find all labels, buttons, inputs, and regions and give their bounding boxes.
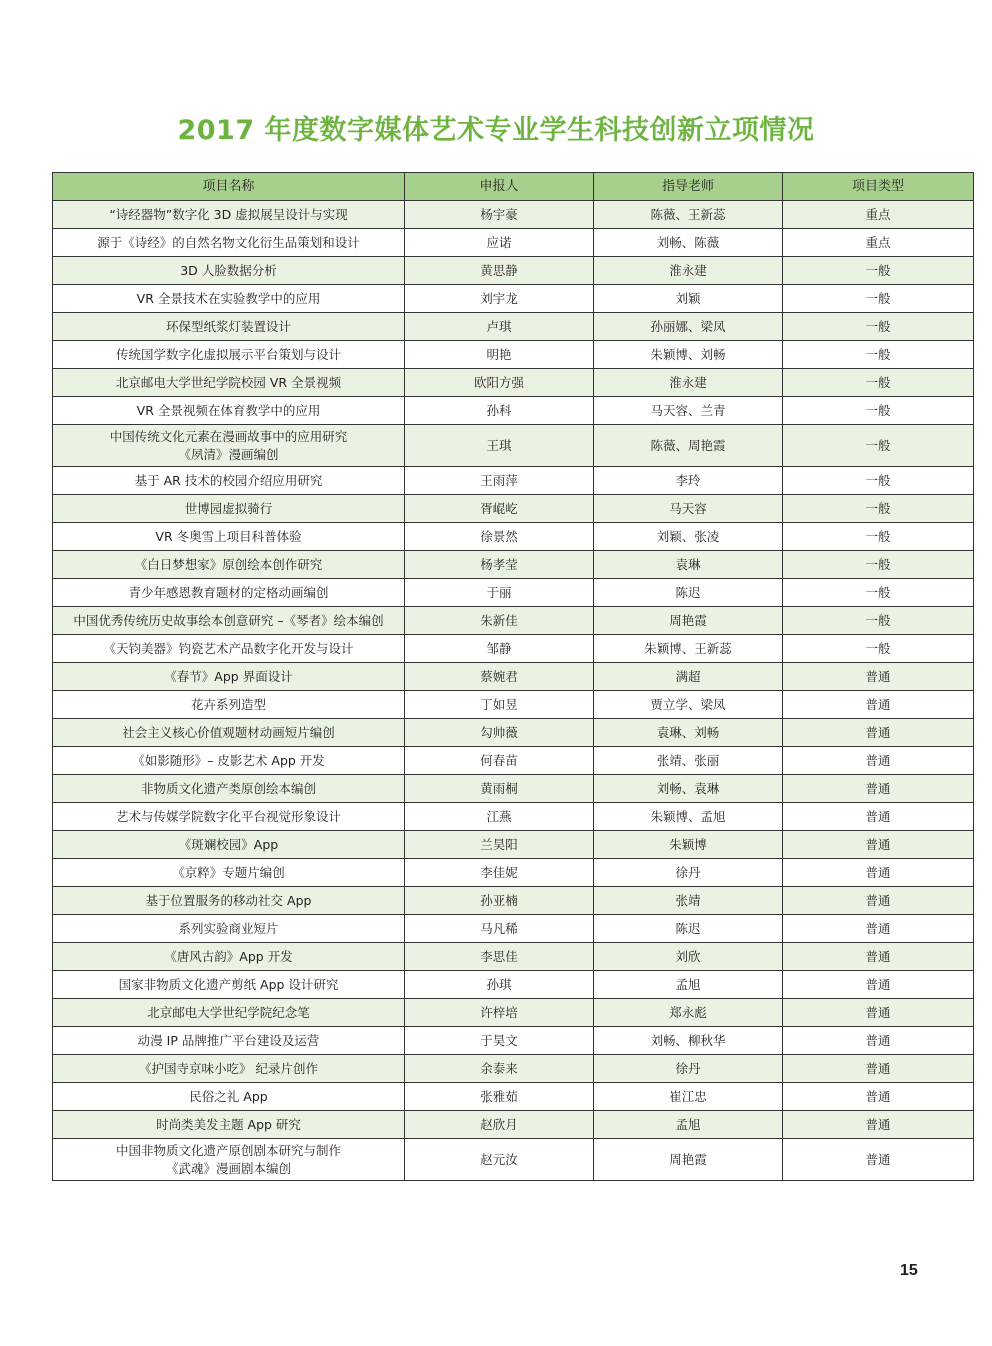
cell-project-name	[53, 999, 405, 1027]
cell-project-name	[53, 467, 405, 495]
cell-project-name	[53, 803, 405, 831]
table-row	[53, 831, 974, 859]
cell-advisor: 刘欣	[594, 943, 783, 971]
cell-project-type: 一般	[783, 495, 974, 523]
table-row	[53, 663, 974, 691]
cell-project-name	[53, 971, 405, 999]
cell-advisor: 崔江忠	[594, 1083, 783, 1111]
column-header-project-name: 项目名称	[53, 173, 405, 201]
cell-project-name	[53, 523, 405, 551]
cell-project-name	[53, 1055, 405, 1083]
project-name-line: “诗经器物”数字化 3D 虚拟展呈设计与实现	[109, 206, 348, 222]
table-row	[53, 887, 974, 915]
cell-advisor: 朱颖博、孟旭	[594, 803, 783, 831]
cell-applicant: 朱新佳	[405, 607, 594, 635]
cell-project-type: 一般	[783, 635, 974, 663]
project-name-line: 艺术与传媒学院数字化平台视觉形象设计	[115, 808, 341, 824]
cell-applicant: 王琪	[405, 425, 594, 467]
cell-project-name	[53, 201, 405, 229]
cell-advisor: 刘畅、柳秋华	[594, 1027, 783, 1055]
cell-advisor: 马天容、兰青	[594, 397, 783, 425]
cell-advisor: 淮永建	[594, 369, 783, 397]
table-row	[53, 691, 974, 719]
table-row	[53, 551, 974, 579]
project-name-line: 《护国寺京味小吃》 纪录片创作	[139, 1060, 318, 1076]
cell-applicant: 邹静	[405, 635, 594, 663]
cell-project-name	[53, 607, 405, 635]
project-name-line: VR 全景技术在实验教学中的应用	[136, 290, 321, 306]
cell-applicant: 徐景然	[405, 523, 594, 551]
cell-applicant: 许梓培	[405, 999, 594, 1027]
cell-project-type: 一般	[783, 607, 974, 635]
cell-project-type: 普通	[783, 747, 974, 775]
cell-applicant: 李佳妮	[405, 859, 594, 887]
project-name-line: 《白日梦想家》原创绘本创作研究	[134, 556, 323, 572]
cell-applicant: 欧阳方强	[405, 369, 594, 397]
cell-project-name	[53, 341, 405, 369]
cell-project-type: 一般	[783, 341, 974, 369]
table-row	[53, 369, 974, 397]
cell-project-type: 一般	[783, 579, 974, 607]
cell-advisor: 袁琳、刘畅	[594, 719, 783, 747]
project-name-line: 非物质文化遗产类原创绘本编创	[140, 780, 316, 796]
cell-project-name	[53, 369, 405, 397]
cell-advisor: 孟旭	[594, 971, 783, 999]
cell-applicant: 杨孝莹	[405, 551, 594, 579]
cell-project-name	[53, 1111, 405, 1139]
project-name-line: 《天钧美器》钧瓷艺术产品数字化开发与设计	[103, 640, 354, 656]
cell-applicant: 蔡婉君	[405, 663, 594, 691]
table-row	[53, 775, 974, 803]
cell-project-type: 普通	[783, 999, 974, 1027]
cell-advisor: 朱颖博、刘畅	[594, 341, 783, 369]
cell-advisor: 陈薇、周艳霞	[594, 425, 783, 467]
table-row	[53, 201, 974, 229]
cell-advisor: 张靖	[594, 887, 783, 915]
table-row	[53, 1027, 974, 1055]
cell-project-type: 普通	[783, 1055, 974, 1083]
project-name-line: 世博园虚拟骑行	[184, 500, 273, 516]
table-row	[53, 397, 974, 425]
cell-project-name	[53, 943, 405, 971]
cell-project-name	[53, 313, 405, 341]
cell-project-name	[53, 1139, 405, 1181]
project-name-line: 源于《诗经》的自然名物文化衍生品策划和设计	[97, 234, 360, 250]
project-name-line: 基于 AR 技术的校园介绍应用研究	[134, 472, 323, 488]
page-number: 15	[900, 1262, 918, 1279]
cell-advisor: 周艳霞	[594, 1139, 783, 1181]
cell-project-name	[53, 719, 405, 747]
table-row	[53, 285, 974, 313]
cell-applicant: 明艳	[405, 341, 594, 369]
cell-project-type: 普通	[783, 859, 974, 887]
project-name-line: 动漫 IP 品牌推广平台建设及运营	[137, 1032, 320, 1048]
cell-project-name	[53, 831, 405, 859]
cell-project-type: 普通	[783, 915, 974, 943]
cell-applicant: 勾帅薇	[405, 719, 594, 747]
project-name-line: 北京邮电大学世纪学院校园 VR 全景视频	[115, 374, 342, 390]
cell-project-type: 普通	[783, 1083, 974, 1111]
projects-table	[52, 172, 974, 1181]
cell-applicant: 张雅茹	[405, 1083, 594, 1111]
table-row	[53, 579, 974, 607]
table-row	[53, 257, 974, 285]
cell-project-type: 普通	[783, 887, 974, 915]
cell-project-type: 普通	[783, 943, 974, 971]
cell-project-name	[53, 915, 405, 943]
table-row	[53, 943, 974, 971]
cell-applicant: 王雨萍	[405, 467, 594, 495]
table-row	[53, 341, 974, 369]
cell-project-type: 一般	[783, 285, 974, 313]
cell-applicant: 赵元汝	[405, 1139, 594, 1181]
table-row	[53, 803, 974, 831]
cell-applicant: 胥崐屹	[405, 495, 594, 523]
cell-applicant: 丁如昱	[405, 691, 594, 719]
cell-applicant: 赵欣月	[405, 1111, 594, 1139]
project-name-line: 系列实验商业短片	[178, 920, 279, 936]
cell-applicant: 孙琪	[405, 971, 594, 999]
table-row	[53, 859, 974, 887]
cell-advisor: 陈迟	[594, 579, 783, 607]
project-name-line: 基于位置服务的移动社交 App	[145, 892, 312, 908]
cell-project-name	[53, 859, 405, 887]
cell-applicant: 应诺	[405, 229, 594, 257]
cell-project-type: 普通	[783, 691, 974, 719]
cell-applicant: 黄思静	[405, 257, 594, 285]
cell-project-name	[53, 1027, 405, 1055]
cell-applicant: 何春苗	[405, 747, 594, 775]
cell-project-name	[53, 635, 405, 663]
cell-project-type: 重点	[783, 229, 974, 257]
cell-applicant: 刘宇龙	[405, 285, 594, 313]
project-name-line: VR 全景视频在体育教学中的应用	[136, 402, 321, 418]
table-row	[53, 971, 974, 999]
project-name-line: 中国非物质文化遗产原创剧本研究与制作	[115, 1142, 341, 1158]
cell-project-type: 重点	[783, 201, 974, 229]
cell-advisor: 徐丹	[594, 1055, 783, 1083]
project-name-line: 《唐风古韵》App 开发	[164, 948, 293, 964]
cell-project-type: 普通	[783, 663, 974, 691]
table-row	[53, 1139, 974, 1181]
cell-applicant: 杨宇豪	[405, 201, 594, 229]
project-name-line: 《如影随形》– 皮影艺术 App 开发	[132, 752, 325, 768]
cell-project-type: 一般	[783, 551, 974, 579]
table-row	[53, 999, 974, 1027]
table-row	[53, 1055, 974, 1083]
cell-advisor: 朱颖博	[594, 831, 783, 859]
cell-advisor: 陈迟	[594, 915, 783, 943]
cell-advisor: 郑永彪	[594, 999, 783, 1027]
cell-advisor: 刘颖、张凌	[594, 523, 783, 551]
cell-advisor: 陈薇、王新蕊	[594, 201, 783, 229]
cell-advisor: 淮永建	[594, 257, 783, 285]
project-name-line: 社会主义核心价值观题材动画短片编创	[122, 724, 335, 740]
cell-applicant: 卢琪	[405, 313, 594, 341]
project-name-line: 北京邮电大学世纪学院纪念笔	[147, 1004, 310, 1020]
page-title: 2017 年度数字媒体艺术专业学生科技创新立项情况	[177, 115, 815, 146]
cell-project-name	[53, 691, 405, 719]
cell-advisor: 徐丹	[594, 859, 783, 887]
cell-applicant: 孙亚楠	[405, 887, 594, 915]
table-row	[53, 915, 974, 943]
cell-project-name	[53, 663, 405, 691]
cell-project-name	[53, 579, 405, 607]
cell-project-name	[53, 397, 405, 425]
project-name-line-2: 《夙清》漫画编创	[178, 446, 279, 462]
cell-project-name	[53, 229, 405, 257]
project-name-line: 《京粹》专题片编创	[172, 864, 285, 880]
project-name-line: VR 冬奥雪上项目科普体验	[155, 528, 302, 544]
table-row	[53, 313, 974, 341]
cell-advisor: 袁琳	[594, 551, 783, 579]
cell-project-name	[53, 887, 405, 915]
project-name-line: 国家非物质文化遗产剪纸 App 设计研究	[118, 976, 339, 992]
cell-project-name	[53, 285, 405, 313]
cell-project-name	[53, 775, 405, 803]
cell-project-name	[53, 257, 405, 285]
project-name-line: 青少年感恩教育题材的定格动画编创	[128, 584, 329, 600]
table-row	[53, 747, 974, 775]
cell-applicant: 黄雨桐	[405, 775, 594, 803]
cell-applicant: 于昊文	[405, 1027, 594, 1055]
table-row	[53, 425, 974, 467]
column-header-advisor: 指导老师	[594, 173, 783, 201]
cell-project-type: 普通	[783, 803, 974, 831]
project-name-line: 民俗之礼 App	[189, 1088, 268, 1104]
cell-advisor: 周艳霞	[594, 607, 783, 635]
cell-project-type: 一般	[783, 257, 974, 285]
cell-advisor: 刘畅、袁琳	[594, 775, 783, 803]
cell-project-type: 一般	[783, 397, 974, 425]
cell-project-type: 普通	[783, 831, 974, 859]
cell-advisor: 孙丽娜、梁凤	[594, 313, 783, 341]
table-row	[53, 523, 974, 551]
cell-advisor: 满超	[594, 663, 783, 691]
table-row	[53, 607, 974, 635]
project-name-line-2: 《武魂》漫画剧本编创	[165, 1160, 291, 1176]
cell-project-type: 普通	[783, 1027, 974, 1055]
project-name-line: 《春节》App 界面设计	[164, 668, 293, 684]
cell-advisor: 马天容	[594, 495, 783, 523]
table-row	[53, 1111, 974, 1139]
column-header-project-type: 项目类型	[783, 173, 974, 201]
cell-advisor: 孟旭	[594, 1111, 783, 1139]
project-name-line: 中国优秀传统历史故事绘本创意研究 –《琴者》绘本编创	[73, 612, 384, 628]
cell-project-name	[53, 747, 405, 775]
project-name-line: 3D 人脸数据分析	[180, 262, 277, 278]
cell-project-type: 普通	[783, 971, 974, 999]
table-header-row	[53, 173, 974, 201]
cell-project-name	[53, 425, 405, 467]
cell-project-type: 一般	[783, 467, 974, 495]
cell-project-type: 普通	[783, 775, 974, 803]
column-header-applicant: 申报人	[405, 173, 594, 201]
cell-project-type: 普通	[783, 1139, 974, 1181]
cell-project-type: 一般	[783, 425, 974, 467]
cell-project-name	[53, 551, 405, 579]
table-row	[53, 495, 974, 523]
project-name-line: 时尚类美发主题 App 研究	[156, 1116, 301, 1132]
project-name-line: 花卉系列造型	[190, 696, 266, 712]
cell-advisor: 贾立学、梁凤	[594, 691, 783, 719]
cell-project-name	[53, 495, 405, 523]
cell-applicant: 余泰来	[405, 1055, 594, 1083]
cell-applicant: 兰昊阳	[405, 831, 594, 859]
cell-advisor: 张靖、张丽	[594, 747, 783, 775]
table-row	[53, 1083, 974, 1111]
cell-applicant: 江燕	[405, 803, 594, 831]
cell-project-name	[53, 1083, 405, 1111]
project-name-line: 环保型纸浆灯装置设计	[165, 318, 291, 334]
table-row	[53, 229, 974, 257]
project-name-line: 《斑斓校园》App	[178, 836, 279, 852]
cell-project-type: 普通	[783, 1111, 974, 1139]
cell-applicant: 孙科	[405, 397, 594, 425]
cell-advisor: 李玲	[594, 467, 783, 495]
table-row	[53, 719, 974, 747]
cell-advisor: 刘畅、陈薇	[594, 229, 783, 257]
cell-advisor: 朱颖博、王新蕊	[594, 635, 783, 663]
cell-project-type: 一般	[783, 369, 974, 397]
table-row	[53, 467, 974, 495]
project-name-line: 传统国学数字化虚拟展示平台策划与设计	[115, 346, 341, 362]
project-name-line: 中国传统文化元素在漫画故事中的应用研究	[109, 428, 348, 444]
cell-project-type: 普通	[783, 719, 974, 747]
cell-project-type: 一般	[783, 313, 974, 341]
cell-project-type: 一般	[783, 523, 974, 551]
cell-applicant: 马凡稀	[405, 915, 594, 943]
cell-advisor: 刘颖	[594, 285, 783, 313]
cell-applicant: 于丽	[405, 579, 594, 607]
cell-applicant: 李思佳	[405, 943, 594, 971]
table-body	[53, 201, 974, 1181]
table-row	[53, 635, 974, 663]
